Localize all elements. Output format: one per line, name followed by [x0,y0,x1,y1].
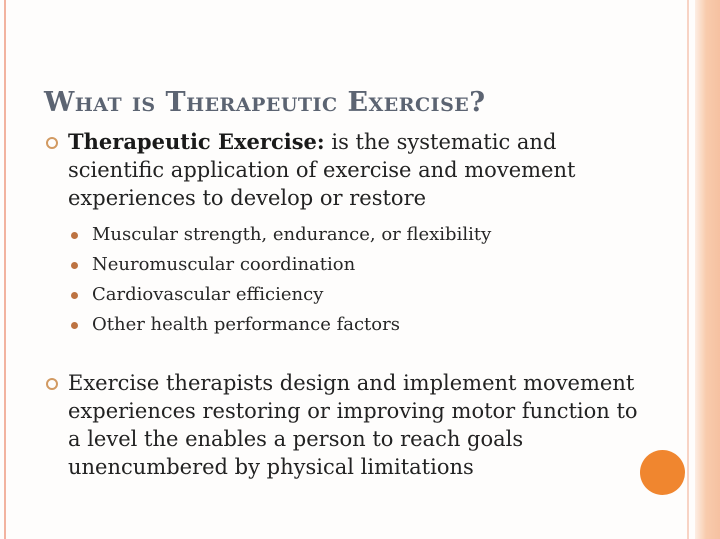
sub-bullet-text: Neuromuscular coordination [92,254,356,275]
dot-bullet-icon [71,292,78,299]
bullet-item-therapists [44,369,644,481]
left-accent-line [4,0,6,539]
ring-bullet-icon [46,378,58,390]
bullet-body: is the systematic and scientific application of exercise and movement experiences to develop or restore [68,130,576,210]
sub-bullet-text: Other health performance factors [92,314,400,335]
bullet-lead-bold: Therapeutic Exercise: [68,129,325,154]
bullet-item-definition [44,128,644,212]
dot-bullet-icon [71,262,78,269]
right-accent-thin-line [687,0,689,539]
slide-title: What is Therapeutic Exercise? [44,87,486,119]
sub-bullet-list [68,220,628,340]
dot-bullet-icon [71,232,78,239]
sub-bullet-text: Muscular strength, endurance, or flexibility [92,224,492,245]
right-accent-bar [695,0,720,539]
dot-bullet-icon [71,322,78,329]
bullet-text [68,128,644,212]
list-item [68,310,628,340]
ring-bullet-icon [46,137,58,149]
list-item [68,280,628,310]
list-item [68,220,628,250]
sub-bullet-text: Cardiovascular efficiency [92,284,324,305]
bullet-text: Exercise therapists design and implement movement experiences restoring or improving motor function to a level the enables a person to reach goals unencumbered by physical limitations [68,371,638,479]
list-item [68,250,628,280]
accent-circle [640,450,685,495]
